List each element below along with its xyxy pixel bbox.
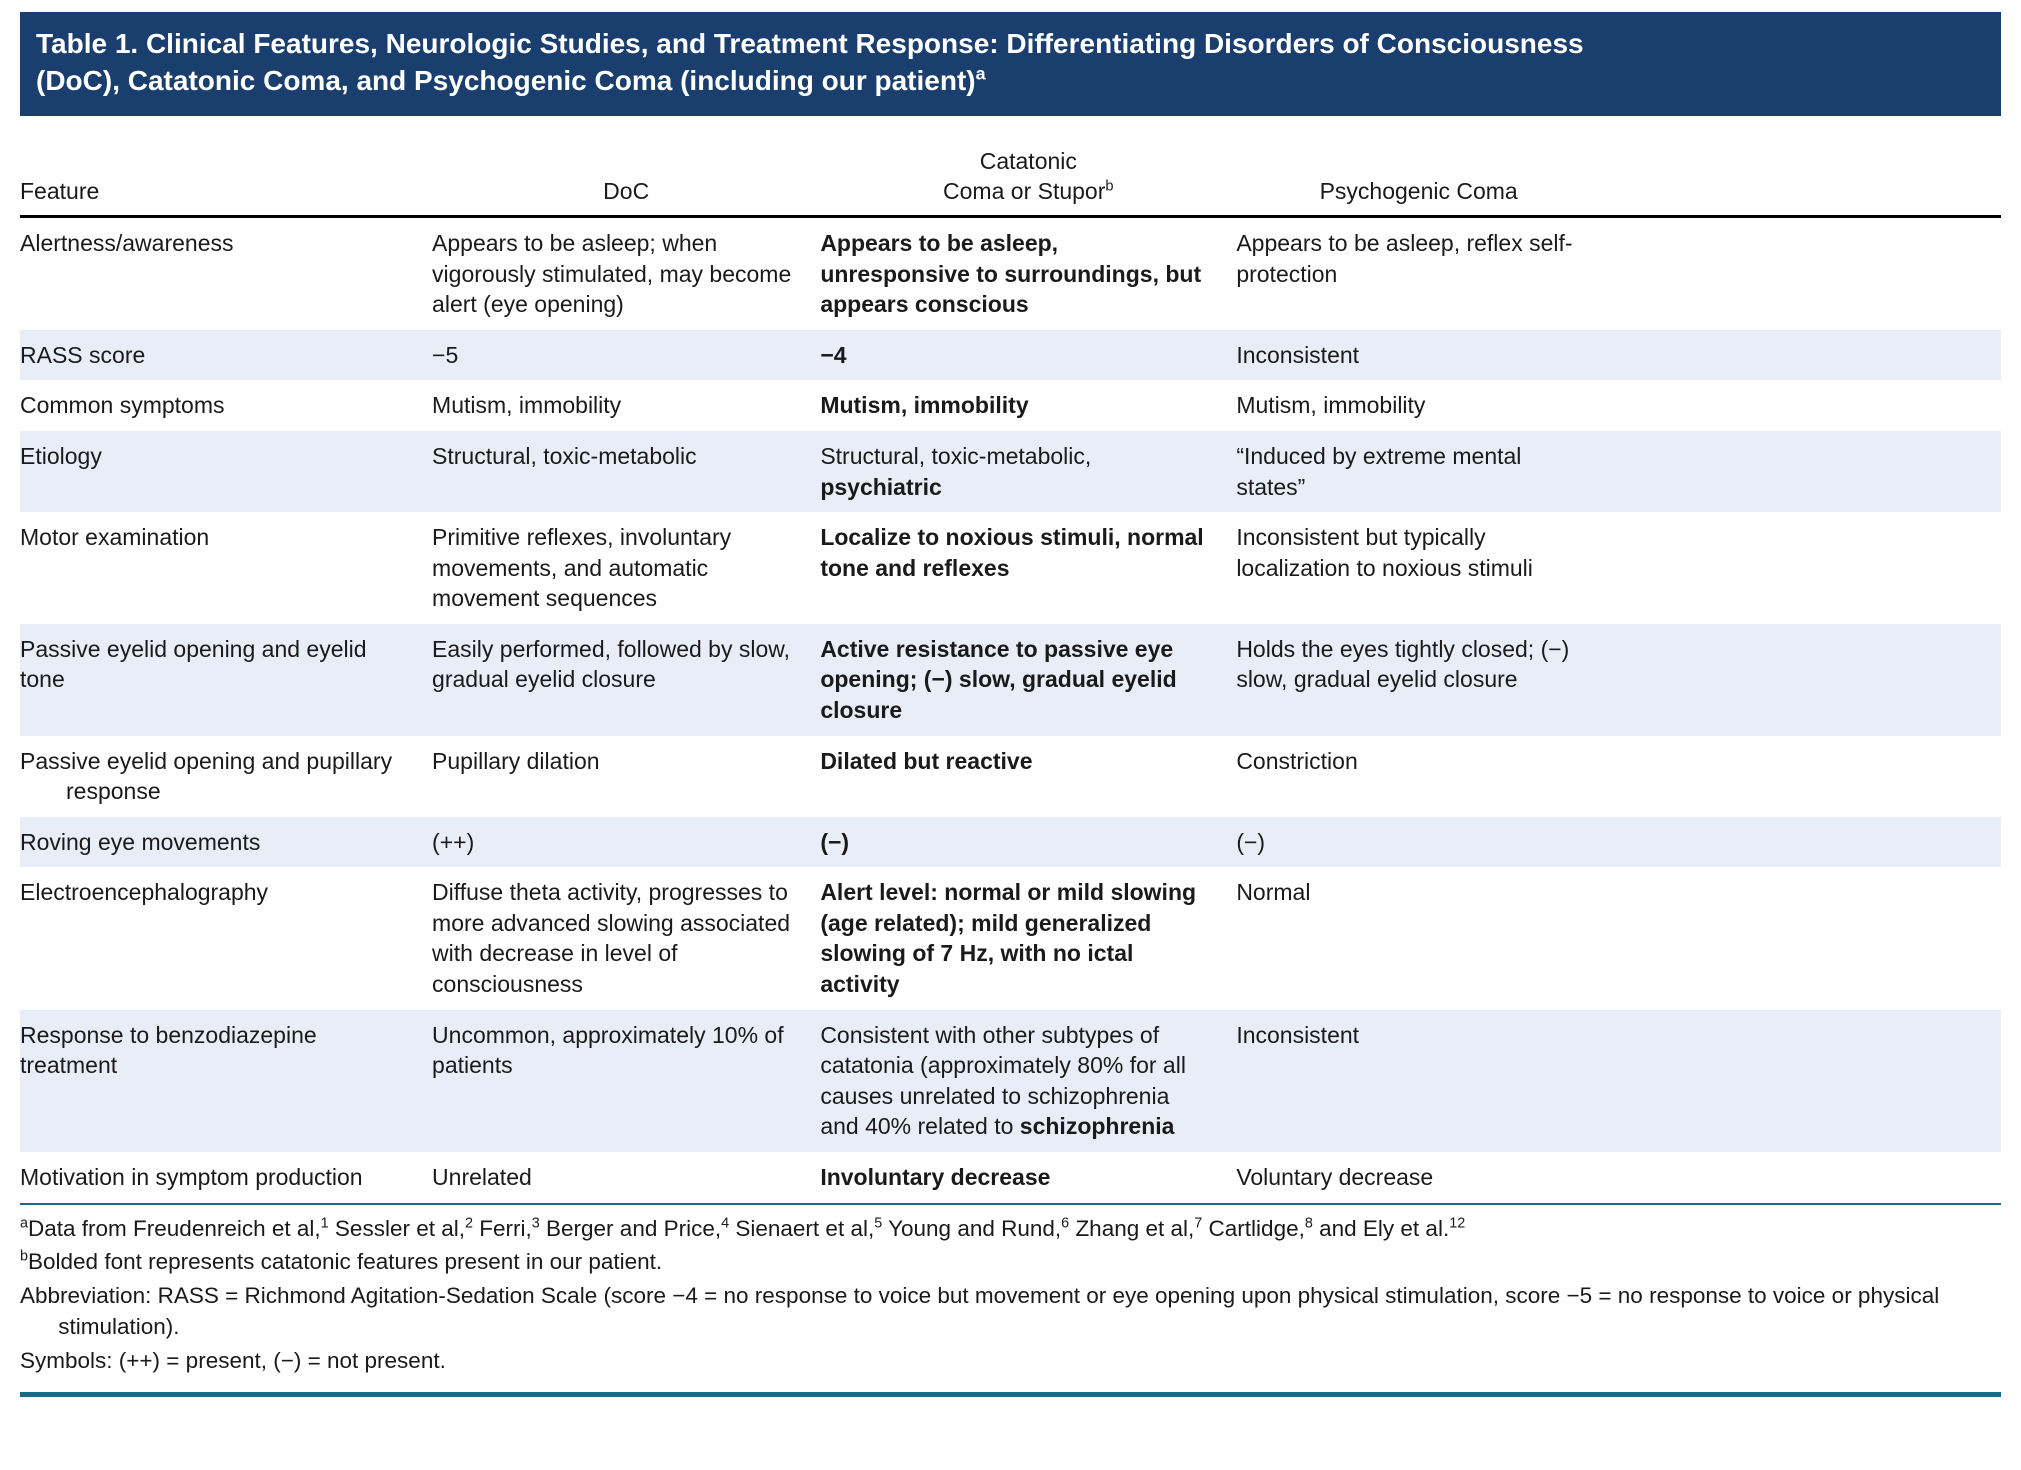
superscript: 1 — [320, 1215, 329, 1232]
row-rass-score — [20, 330, 2001, 381]
text-segment: Pupillary dilation — [432, 747, 600, 774]
text-segment: Inconsistent — [1236, 341, 1360, 368]
text-segment: Consistent with other subtypes of catatonia (approximately 80% for all causes unrelated to schizophrenia and 40% related to — [820, 1021, 1186, 1140]
table-header — [20, 122, 2001, 217]
text-segment: Structural, toxic-metabolic, — [820, 442, 1092, 469]
text-segment: Table 1. Clinical Features, Neurologic Studies, and Treatment Response: Differentiating Disorders of Consciousness (DoC), Catatonic Coma, and Psychogenic Coma (including our patient) — [36, 28, 1584, 96]
superscript: 4 — [721, 1215, 730, 1232]
doc-cell — [432, 624, 820, 736]
text-segment: Mutism, immobility — [432, 392, 622, 419]
text-segment: Voluntary decrease — [1236, 1163, 1434, 1190]
doc-cell — [432, 736, 820, 817]
psychogenic-cell-text — [1236, 634, 1588, 695]
text-segment: Primitive reflexes, involuntary movements, and automatic movement sequences — [432, 524, 732, 612]
feature-cell: Etiology — [20, 442, 102, 469]
footnote-bolded-font — [20, 1246, 2001, 1278]
text-segment: Symbols: (++) = present, (−) = not present. — [20, 1347, 446, 1373]
doc-cell — [432, 817, 820, 868]
psychogenic-cell-text — [1236, 1020, 1588, 1051]
text-segment: Young and Rund, — [882, 1215, 1062, 1241]
doc-cell — [432, 380, 820, 431]
psychogenic-cell-text — [1236, 340, 1588, 371]
psychogenic-cell-text — [1236, 228, 1588, 289]
text-segment: Appears to be asleep, reflex self-protection — [1236, 230, 1573, 287]
psychogenic-cell-text — [1236, 522, 1588, 583]
psychogenic-cell — [1236, 1010, 2001, 1152]
footnote-abbreviation — [20, 1280, 2001, 1343]
catatonic-cell — [820, 217, 1236, 330]
text-segment: Diffuse theta activity, progresses to more advanced slowing associated with decrease in level of consciousness — [432, 879, 791, 998]
text-segment: Alert level: normal or mild slowing (age related); mild generalized slowing of 7 Hz, with no ictal activity — [820, 879, 1197, 998]
row-alertness-awareness — [20, 217, 2001, 330]
feature-cell: Passive eyelid opening and eyelid tone — [20, 635, 367, 693]
psychogenic-cell-text — [1236, 390, 1588, 421]
row-electroencephalography — [20, 867, 2001, 1009]
text-segment: Constriction — [1236, 747, 1358, 774]
feature-cell: Passive eyelid opening and pupillary response — [20, 747, 393, 805]
text-segment: (−) — [820, 828, 850, 855]
column-header-doc: DoC — [432, 122, 820, 217]
psychogenic-cell — [1236, 624, 2001, 736]
feature-cell: Roving eye movements — [20, 828, 261, 855]
text-segment: Normal — [1236, 879, 1311, 906]
text-segment: psychiatric — [820, 473, 942, 500]
doc-cell — [432, 1010, 820, 1152]
feature-cell: Alertness/awareness — [20, 230, 234, 257]
column-header-catatonic-line1: Catatonic — [979, 147, 1077, 174]
catatonic-cell — [820, 1010, 1236, 1152]
text-segment: Coma or Stupor — [943, 178, 1106, 205]
superscript: 2 — [464, 1215, 473, 1232]
doc-cell — [432, 1152, 820, 1204]
text-segment: Inconsistent — [1236, 1021, 1360, 1048]
feature-cell: Common symptoms — [20, 392, 225, 419]
psychogenic-cell — [1236, 817, 2001, 868]
superscript: a — [975, 63, 986, 84]
text-segment: Structural, toxic-metabolic — [432, 442, 697, 469]
text-segment: Ferri, — [473, 1215, 532, 1241]
feature-cell: Response to benzodiazepine treatment — [20, 1021, 317, 1079]
superscript: 6 — [1061, 1215, 1070, 1232]
footnote-symbols — [20, 1345, 2001, 1377]
psychogenic-cell — [1236, 512, 2001, 624]
text-segment: Inconsistent but typically localization to noxious stimuli — [1236, 524, 1533, 581]
row-motor-examination — [20, 512, 2001, 624]
text-segment: Sienaert et al, — [729, 1215, 875, 1241]
feature-cell: Motor examination — [20, 524, 210, 551]
text-segment: Active resistance to passive eye opening; (−) slow, gradual eyelid closure — [820, 635, 1177, 723]
text-segment: Dilated but reactive — [820, 747, 1033, 774]
column-header-catatonic — [820, 122, 1236, 217]
psychogenic-cell — [1236, 217, 2001, 330]
superscript: 5 — [874, 1215, 883, 1232]
catatonic-cell — [820, 736, 1236, 817]
superscript: 8 — [1304, 1215, 1313, 1232]
text-segment: (−) — [1236, 828, 1266, 855]
text-segment: Appears to be asleep, unresponsive to surroundings, but appears conscious — [820, 230, 1202, 318]
text-segment: Sessler et al, — [328, 1215, 465, 1241]
text-segment: Data from Freudenreich et al, — [28, 1215, 321, 1241]
doc-cell — [432, 330, 820, 381]
text-segment: Mutism, immobility — [1236, 392, 1426, 419]
row-response-to-benzodiazepine — [20, 1010, 2001, 1152]
text-segment: schizophrenia — [1019, 1113, 1175, 1140]
psychogenic-cell — [1236, 380, 2001, 431]
catatonic-cell — [820, 512, 1236, 624]
superscript: a — [20, 1215, 29, 1232]
feature-cell: Electroencephalography — [20, 879, 269, 906]
text-segment: −4 — [820, 341, 847, 368]
catatonic-cell — [820, 431, 1236, 512]
text-segment: Abbreviation: RASS = Richmond Agitation-Sedation Scale (score −4 = no response to voice but movement or eye opening upon physical stimulation, score −5 = no response to voice or physical stimulation). — [20, 1282, 1940, 1340]
table-body — [20, 217, 2001, 1204]
text-segment: Zhang et al, — [1069, 1215, 1195, 1241]
row-passive-eyelid-opening-pupillary-response — [20, 736, 2001, 817]
doc-cell — [432, 867, 820, 1009]
catatonic-cell — [820, 817, 1236, 868]
catatonic-cell — [820, 330, 1236, 381]
text-segment: (++) — [432, 828, 475, 855]
catatonic-cell — [820, 1152, 1236, 1204]
psychogenic-cell — [1236, 1152, 2001, 1204]
text-segment: Mutism, immobility — [820, 392, 1029, 419]
superscript: 3 — [531, 1215, 540, 1232]
feature-cell: Motivation in symptom production — [20, 1152, 432, 1204]
psychogenic-cell — [1236, 867, 2001, 1009]
doc-cell — [432, 512, 820, 624]
superscript: 7 — [1194, 1215, 1203, 1232]
text-segment: Localize to noxious stimuli, normal tone and reflexes — [820, 524, 1204, 581]
catatonic-cell — [820, 380, 1236, 431]
psychogenic-cell-text — [1236, 746, 1588, 777]
text-segment: Holds the eyes tightly closed; (−) slow, gradual eyelid closure — [1236, 635, 1570, 693]
bottom-rule — [20, 1392, 2001, 1397]
column-header-catatonic-line2 — [943, 178, 1114, 204]
text-segment: Appears to be asleep; when vigorously stimulated, may become alert (eye opening) — [432, 230, 792, 318]
psychogenic-cell-text — [1236, 1162, 1588, 1193]
table-title — [36, 26, 1636, 100]
footnotes — [20, 1213, 2001, 1377]
psychogenic-cell — [1236, 431, 2001, 512]
row-common-symptoms — [20, 380, 2001, 431]
clinical-features-table — [20, 122, 2001, 1205]
table-title-bar — [20, 12, 2001, 116]
text-segment: Uncommon, approximately 10% of patients — [432, 1021, 784, 1079]
column-header-feature: Feature — [20, 122, 432, 217]
superscript: 12 — [1449, 1215, 1466, 1232]
superscript: b — [1105, 178, 1114, 195]
text-segment: −5 — [432, 341, 459, 368]
doc-cell — [432, 217, 820, 330]
psychogenic-cell — [1236, 330, 2001, 381]
catatonic-cell — [820, 624, 1236, 736]
doc-cell — [432, 431, 820, 512]
superscript: b — [20, 1248, 29, 1265]
row-roving-eye-movements — [20, 817, 2001, 868]
text-segment: Cartlidge, — [1202, 1215, 1305, 1241]
column-header-row — [20, 122, 2001, 217]
text-segment: Bolded font represents catatonic features present in our patient. — [28, 1249, 663, 1275]
text-segment: Involuntary decrease — [820, 1163, 1051, 1190]
text-segment: Berger and Price, — [539, 1215, 722, 1241]
row-etiology — [20, 431, 2001, 512]
feature-cell: RASS score — [20, 341, 146, 368]
catatonic-cell — [820, 867, 1236, 1009]
psychogenic-cell-text — [1236, 877, 1588, 908]
psychogenic-cell — [1236, 736, 2001, 817]
psychogenic-cell-text — [1236, 827, 1588, 858]
row-passive-eyelid-opening-eyelid-tone — [20, 624, 2001, 736]
text-segment: and Ely et al. — [1312, 1215, 1450, 1241]
psychogenic-cell-text — [1236, 441, 1588, 502]
text-segment: Easily performed, followed by slow, gradual eyelid closure — [432, 635, 790, 693]
row-motivation-symptom-production — [20, 1152, 2001, 1204]
text-segment: Unrelated — [432, 1163, 532, 1190]
column-header-psychogenic: Psychogenic Coma — [1236, 122, 2001, 217]
text-segment: “Induced by extreme mental states” — [1236, 442, 1522, 500]
footnote-data-sources — [20, 1213, 2001, 1245]
